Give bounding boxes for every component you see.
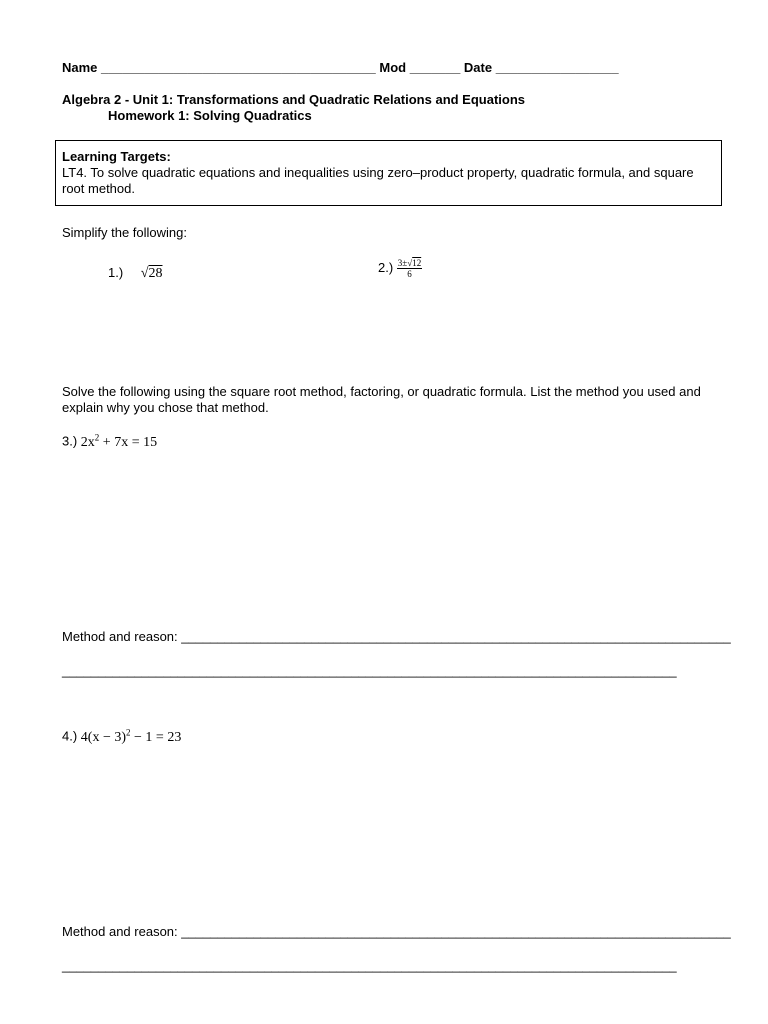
method-label: Method and reason: bbox=[62, 629, 178, 644]
problem-4 bbox=[62, 727, 181, 746]
problem-4-equation: $4(x - 3)^2 - 1 = 23$ bbox=[80, 727, 182, 745]
method-answer-line[interactable]: ____________________________________________________________________________ bbox=[181, 924, 731, 939]
problem-2 bbox=[378, 258, 422, 279]
problem-4-label: 4.) bbox=[62, 728, 78, 744]
problem-2-fraction bbox=[397, 258, 422, 279]
solve-instruction: Solve the following using the square root method, factoring, or quadratic formula. List the method you used and explain why you chose that method. bbox=[62, 384, 701, 415]
problem-3 bbox=[62, 432, 157, 451]
radicand: 28 bbox=[148, 266, 163, 281]
continuation-answer-line-3[interactable]: _____________________________________________________________________________________ bbox=[62, 663, 677, 678]
problem-3-label: 3.) bbox=[62, 433, 78, 449]
learning-targets-text: LT4. To solve quadratic equations and inequalities using zero–product property, quadratic formula, and square root method. bbox=[62, 165, 694, 196]
problem-1-label: 1.) bbox=[108, 265, 124, 280]
worksheet-subtitle: Homework 1: Solving Quadratics bbox=[108, 108, 312, 123]
method-reason-row-4 bbox=[62, 924, 731, 939]
problem-3-equation: $2x^2 + 7x = 15$ bbox=[80, 432, 158, 450]
fraction-denominator: 6 bbox=[407, 269, 412, 279]
learning-targets-box bbox=[55, 140, 722, 206]
problem-1-expression bbox=[141, 266, 163, 281]
problem-1 bbox=[108, 265, 162, 282]
method-reason-row-3 bbox=[62, 629, 731, 644]
radical-sign: √ bbox=[140, 266, 149, 281]
method-answer-line[interactable]: ____________________________________________________________________________ bbox=[181, 629, 731, 644]
name-mod-date-line: Name ______________________________________ Mod _______ Date _________________ bbox=[62, 60, 619, 75]
method-label: Method and reason: bbox=[62, 924, 178, 939]
simplify-instruction: Simplify the following: bbox=[62, 225, 187, 240]
problem-2-label: 2.) bbox=[378, 259, 394, 275]
learning-targets-heading: Learning Targets: bbox=[62, 149, 171, 164]
worksheet-title: Algebra 2 - Unit 1: Transformations and Quadratic Relations and Equations bbox=[62, 92, 526, 107]
continuation-answer-line-4[interactable]: _____________________________________________________________________________________ bbox=[62, 958, 677, 973]
fraction-numerator: 3±√12 bbox=[397, 258, 422, 268]
